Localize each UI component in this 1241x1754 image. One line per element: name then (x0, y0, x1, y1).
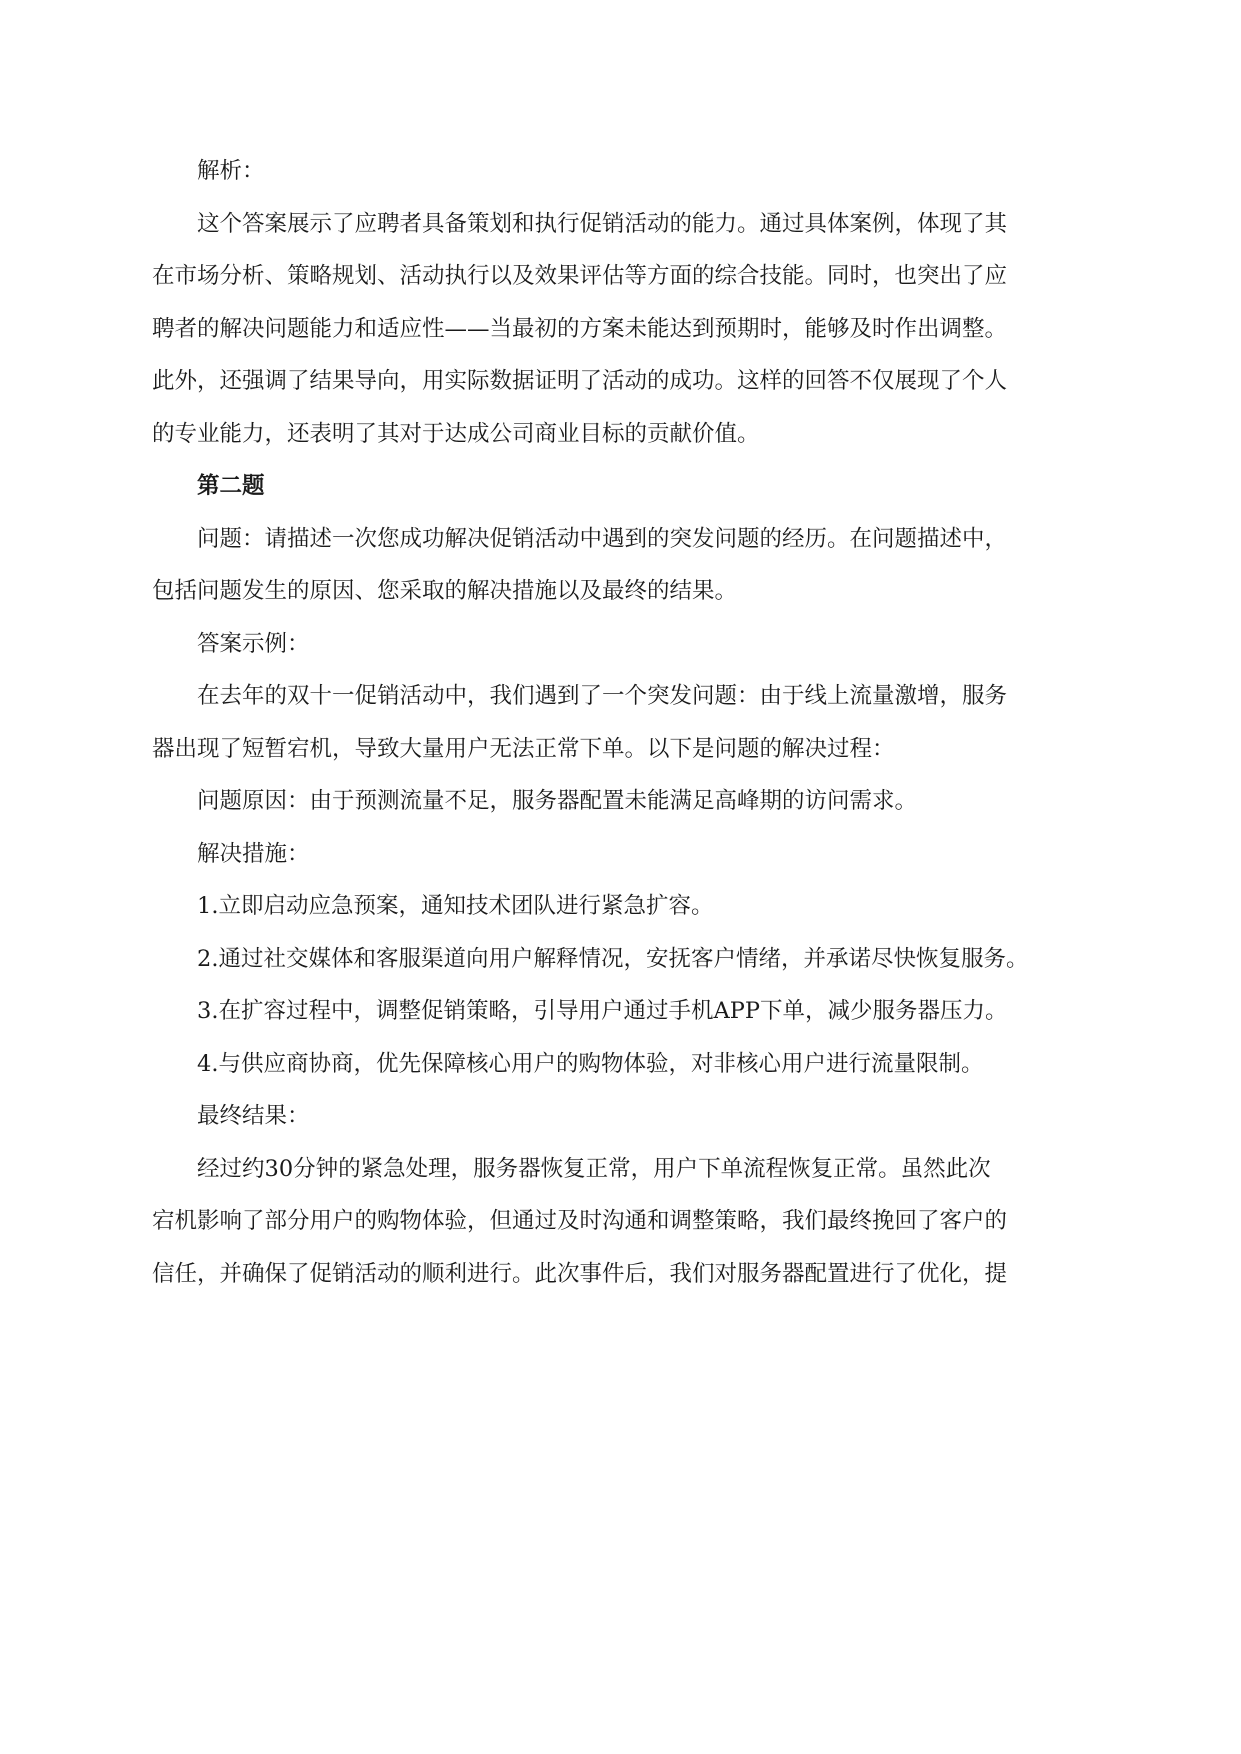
analysis-line-1: 这个答案展示了应聘者具备策划和执行促销活动的能力。通过具体案例，体现了其 (197, 210, 1008, 237)
measure-item-3: 3.在扩容过程中，调整促销策略，引导用户通过手机APP下单，减少服务器压力。 (197, 998, 1008, 1024)
analysis-line-2: 在市场分析、策略规划、活动执行以及效果评估等方面的综合技能。同时，也突出了应 (152, 263, 1008, 289)
analysis-line-5: 的专业能力，还表明了其对于达成公司商业目标的贡献价值。 (152, 420, 760, 447)
result-line-3: 信任，并确保了促销活动的顺利进行。此次事件后，我们对服务器配置进行了优化，提 (152, 1260, 1008, 1287)
analysis-line-4: 此外，还强调了结果导向，用实际数据证明了活动的成功。这样的回答不仅展现了个人 (152, 368, 1008, 394)
section-title: 第二题 (197, 473, 265, 499)
analysis-line-3: 聘者的解决问题能力和适应性——当最初的方案未能达到预期时，能够及时作出调整。 (152, 315, 1008, 342)
result-label: 最终结果： (197, 1103, 310, 1129)
measure-item-4: 4.与供应商协商，优先保障核心用户的购物体验，对非核心用户进行流量限制。 (197, 1050, 984, 1077)
question-paragraph (152, 513, 1110, 618)
question-line-2: 包括问题发生的原因、您采取的解决措施以及最终的结果。 (152, 578, 738, 604)
result-line-1: 经过约30分钟的紧急处理，服务器恢复正常，用户下单流程恢复正常。虽然此次 (197, 1155, 991, 1182)
answer-intro-line-1: 在去年的双十一促销活动中，我们遇到了一个突发问题：由于线上流量激增，服务 (197, 683, 1008, 709)
document-body (152, 145, 1110, 1300)
answer-label: 答案示例： (197, 630, 310, 657)
result-paragraph (152, 1143, 1110, 1301)
result-line-2: 宕机影响了部分用户的购物体验，但通过及时沟通和调整策略，我们最终挽回了客户的 (152, 1208, 1008, 1234)
answer-intro-line-2: 器出现了短暂宕机，导致大量用户无法正常下单。以下是问题的解决过程： (152, 735, 895, 762)
analysis-paragraph (152, 198, 1110, 461)
measures-label: 解决措施： (197, 840, 310, 867)
cause-paragraph: 问题原因：由于预测流量不足，服务器配置未能满足高峰期的访问需求。 (197, 788, 918, 814)
measure-item-2: 2.通过社交媒体和客服渠道向用户解释情况，安抚客户情绪，并承诺尽快恢复服务。 (197, 945, 1029, 972)
answer-intro-paragraph (152, 670, 1110, 775)
measure-item-1: 1.立即启动应急预案，通知技术团队进行紧急扩容。 (197, 893, 714, 919)
analysis-label: 解析： (197, 158, 265, 184)
question-line-1: 问题：请描述一次您成功解决促销活动中遇到的突发问题的经历。在问题描述中， (197, 525, 1008, 552)
